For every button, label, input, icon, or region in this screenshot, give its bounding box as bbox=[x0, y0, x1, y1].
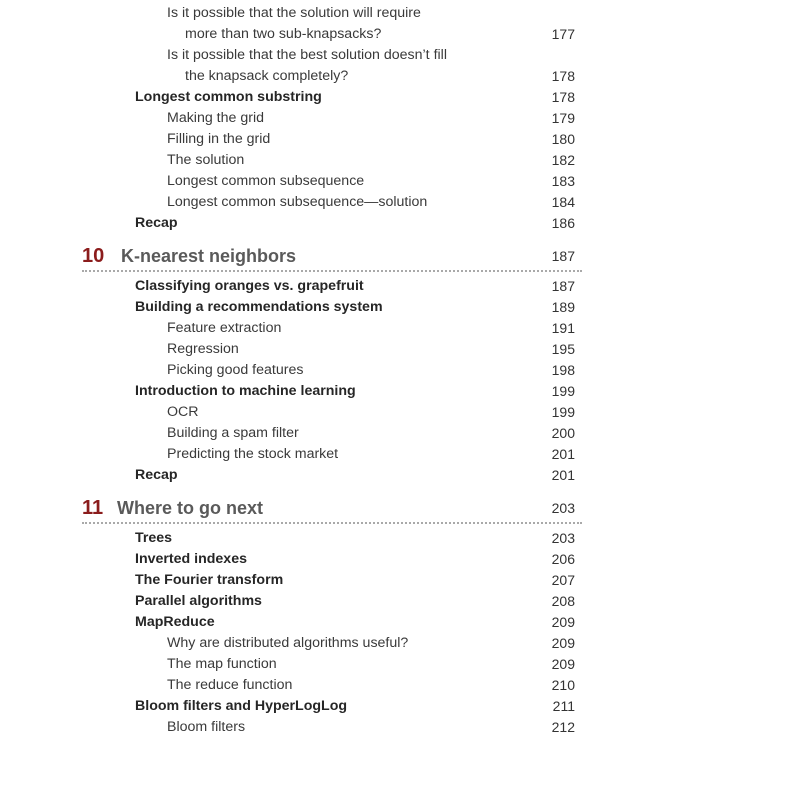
toc-entry[interactable] bbox=[0, 675, 800, 696]
toc-section[interactable] bbox=[0, 465, 800, 486]
toc-section-text: Inverted indexes bbox=[135, 551, 247, 567]
toc-entry[interactable] bbox=[0, 45, 800, 66]
toc-entry[interactable] bbox=[0, 360, 800, 381]
toc-section-text: Recap bbox=[135, 215, 178, 231]
toc-section[interactable] bbox=[0, 591, 800, 612]
toc-entry[interactable] bbox=[0, 423, 800, 444]
toc-section-text: Bloom filters and HyperLogLog bbox=[135, 698, 348, 714]
toc-entry[interactable] bbox=[0, 150, 800, 171]
toc-entry-text: Bloom filters bbox=[167, 719, 246, 735]
toc-entry-text: The solution bbox=[167, 152, 245, 168]
toc-section-page: 186 bbox=[551, 215, 575, 231]
toc-entry[interactable] bbox=[0, 633, 800, 654]
chapter-divider bbox=[82, 522, 582, 524]
toc-entry-text: the knapsack completely? bbox=[185, 68, 349, 84]
toc-entry-page: 201 bbox=[551, 446, 575, 462]
toc-entry[interactable] bbox=[0, 66, 800, 87]
toc-section-text: Recap bbox=[135, 467, 178, 483]
chapter-page: 187 bbox=[551, 248, 575, 264]
toc-entry-page: 178 bbox=[551, 68, 575, 84]
toc-entry-text: The reduce function bbox=[167, 677, 293, 693]
toc-entry[interactable] bbox=[0, 129, 800, 150]
toc-section-text: Introduction to machine learning bbox=[135, 383, 356, 399]
toc-entry[interactable] bbox=[0, 3, 800, 24]
toc-section[interactable] bbox=[0, 276, 800, 297]
toc-section[interactable] bbox=[0, 696, 800, 717]
toc-entry-text: Longest common subsequence—solution bbox=[167, 194, 428, 210]
toc-entry-page: 177 bbox=[551, 26, 575, 42]
toc-entry[interactable] bbox=[0, 717, 800, 738]
toc-entry-text: The map function bbox=[167, 656, 277, 672]
toc-section[interactable] bbox=[0, 297, 800, 318]
toc-entry-page: 209 bbox=[551, 635, 575, 651]
toc-section-page: 207 bbox=[551, 572, 575, 588]
chapter-page: 203 bbox=[551, 500, 575, 516]
toc-entry-text: Picking good features bbox=[167, 362, 304, 378]
toc-section-text: Building a recommendations system bbox=[135, 299, 383, 315]
toc-entry[interactable] bbox=[0, 108, 800, 129]
toc-section-text: MapReduce bbox=[135, 614, 215, 630]
toc-section-page: 209 bbox=[551, 614, 575, 630]
chapter-10-heading[interactable] bbox=[0, 242, 800, 270]
toc-section[interactable] bbox=[0, 570, 800, 591]
toc-section-text: Classifying oranges vs. grapefruit bbox=[135, 278, 364, 294]
toc-section[interactable] bbox=[0, 612, 800, 633]
chapter-11-heading[interactable] bbox=[0, 494, 800, 522]
toc-entry[interactable] bbox=[0, 24, 800, 45]
chapter-divider bbox=[82, 270, 582, 272]
toc-entry[interactable] bbox=[0, 171, 800, 192]
chapter-number: 10 bbox=[82, 245, 105, 267]
toc-entry[interactable] bbox=[0, 654, 800, 675]
toc-section-page: 189 bbox=[551, 299, 575, 315]
toc-section-page: 201 bbox=[551, 467, 575, 483]
toc-entry-page: 182 bbox=[551, 152, 575, 168]
toc-section[interactable] bbox=[0, 87, 800, 108]
toc-entry-page: 184 bbox=[551, 194, 575, 210]
toc-entry[interactable] bbox=[0, 192, 800, 213]
toc-section-text: The Fourier transform bbox=[135, 572, 284, 588]
toc-entry-text: Feature extraction bbox=[167, 320, 282, 336]
toc-section-page: 203 bbox=[551, 530, 575, 546]
toc-entry[interactable] bbox=[0, 339, 800, 360]
chapter-title: Where to go next bbox=[117, 498, 264, 518]
toc-entry-text: Longest common subsequence bbox=[167, 173, 365, 189]
toc-entry-text: Predicting the stock market bbox=[167, 446, 339, 462]
toc-section-text: Longest common substring bbox=[135, 89, 322, 105]
toc-entry-page: 210 bbox=[551, 677, 575, 693]
toc-entry-text: Filling in the grid bbox=[167, 131, 271, 147]
toc-entry-page: 183 bbox=[551, 173, 575, 189]
toc-entry-text: Is it possible that the best solution doesn’t fill bbox=[167, 47, 447, 63]
toc-entry-page: 191 bbox=[551, 320, 575, 336]
toc-section-text: Trees bbox=[135, 530, 173, 546]
toc-entry-page: 195 bbox=[551, 341, 575, 357]
toc-section[interactable] bbox=[0, 528, 800, 549]
toc-entry[interactable] bbox=[0, 444, 800, 465]
toc-section-page: 206 bbox=[551, 551, 575, 567]
toc-section-text: Parallel algorithms bbox=[135, 593, 262, 609]
toc-entry-text: more than two sub-knapsacks? bbox=[185, 26, 382, 42]
toc-section-page: 199 bbox=[551, 383, 575, 399]
toc-entry-page: 179 bbox=[551, 110, 575, 126]
chapter-number: 11 bbox=[82, 497, 104, 519]
toc-entry-page: 198 bbox=[551, 362, 575, 378]
toc-entry-page: 209 bbox=[551, 656, 575, 672]
toc-section-page: 211 bbox=[552, 698, 575, 714]
toc-entry-text: Making the grid bbox=[167, 110, 264, 126]
toc-section-page: 187 bbox=[551, 278, 575, 294]
toc-entry-text: OCR bbox=[167, 404, 199, 420]
toc-entry-page: 199 bbox=[551, 404, 575, 420]
toc-entry-page: 212 bbox=[551, 719, 575, 735]
toc-section[interactable] bbox=[0, 549, 800, 570]
toc-entry[interactable] bbox=[0, 402, 800, 423]
toc-entry[interactable] bbox=[0, 318, 800, 339]
toc-section-page: 178 bbox=[551, 89, 575, 105]
toc-section[interactable] bbox=[0, 381, 800, 402]
toc-section-page: 208 bbox=[551, 593, 575, 609]
toc-entry-text: Why are distributed algorithms useful? bbox=[167, 635, 409, 651]
toc-entry-text: Is it possible that the solution will require bbox=[167, 5, 421, 21]
toc-entry-text: Building a spam filter bbox=[167, 425, 299, 441]
toc-entry-page: 200 bbox=[551, 425, 575, 441]
toc-section[interactable] bbox=[0, 213, 800, 234]
toc-entry-page: 180 bbox=[551, 131, 575, 147]
chapter-title: K-nearest neighbors bbox=[121, 246, 297, 266]
toc-entry-text: Regression bbox=[167, 341, 239, 357]
